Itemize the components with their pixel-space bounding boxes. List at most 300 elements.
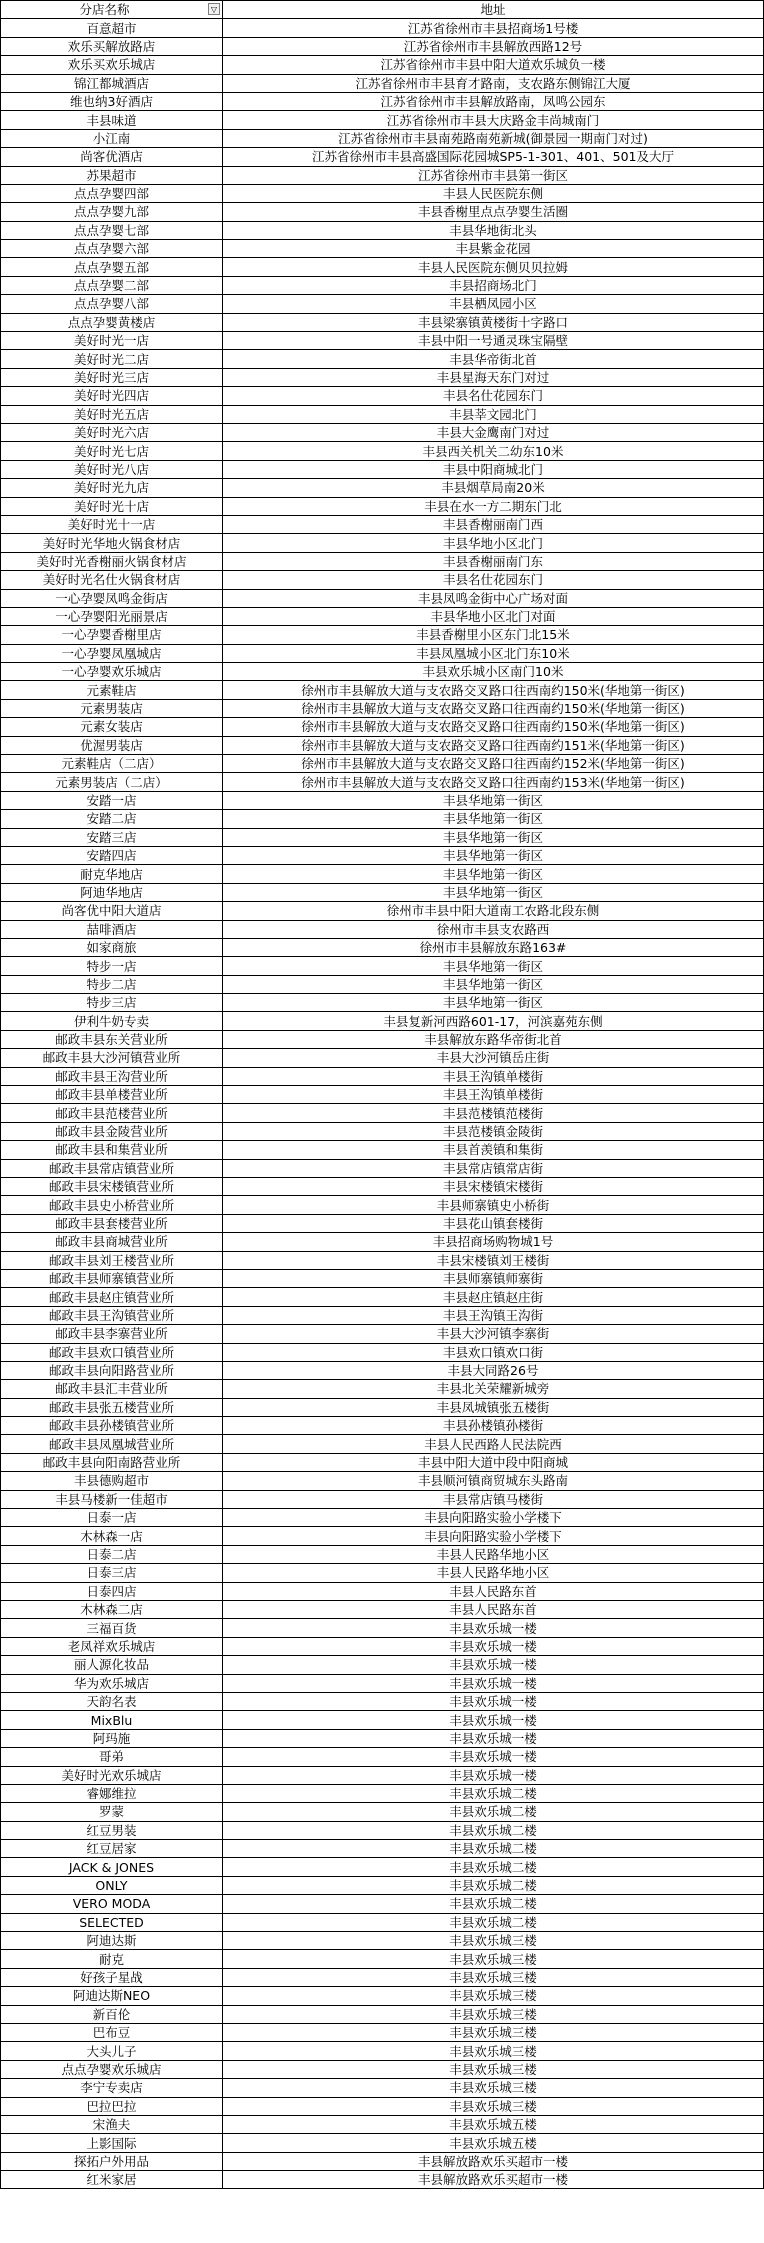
table-row bbox=[1, 460, 764, 478]
table-row bbox=[1, 1196, 764, 1214]
store-name-cell[interactable]: 阿迪达斯 bbox=[1, 1932, 223, 1950]
store-name-cell[interactable]: 罗蒙 bbox=[1, 1803, 223, 1821]
address-cell[interactable]: 丰县常店镇马楼街 bbox=[223, 1490, 764, 1508]
store-name-cell[interactable]: 阿玛施 bbox=[1, 1729, 223, 1747]
store-name-cell[interactable]: 元素鞋店（二店） bbox=[1, 755, 223, 773]
address-cell[interactable]: 江苏省徐州市丰县解放西路12号 bbox=[223, 37, 764, 55]
table-row bbox=[1, 2023, 764, 2041]
table-row bbox=[1, 1545, 764, 1563]
store-name-cell[interactable]: 睿娜维拉 bbox=[1, 1784, 223, 1802]
table-body bbox=[1, 19, 764, 2189]
store-name-cell[interactable]: 百意超市 bbox=[1, 19, 223, 37]
store-name-cell[interactable]: 伊利牛奶专卖 bbox=[1, 1012, 223, 1030]
table-row bbox=[1, 1178, 764, 1196]
store-name-cell[interactable]: 特步二店 bbox=[1, 975, 223, 993]
store-name-cell[interactable]: 元素男装店（二店） bbox=[1, 773, 223, 791]
address-cell[interactable]: 丰县欢乐城二楼 bbox=[223, 1821, 764, 1839]
address-cell[interactable]: 丰县大沙河镇岳庄街 bbox=[223, 1049, 764, 1067]
address-cell[interactable]: 丰县欢乐城三楼 bbox=[223, 1968, 764, 1986]
address-cell[interactable]: 丰县华地第一街区 bbox=[223, 883, 764, 901]
table-row bbox=[1, 166, 764, 184]
store-name-cell[interactable]: 邮政丰县向阳路营业所 bbox=[1, 1361, 223, 1379]
address-cell[interactable]: 丰县招商场购物城1号 bbox=[223, 1233, 764, 1251]
address-cell[interactable]: 丰县华地小区北门对面 bbox=[223, 607, 764, 625]
store-name-cell[interactable]: 美好时光二店 bbox=[1, 350, 223, 368]
store-name-cell[interactable]: 美好时光香榭丽火锅食材店 bbox=[1, 552, 223, 570]
address-cell[interactable]: 丰县向阳路实验小学楼下 bbox=[223, 1509, 764, 1527]
address-cell[interactable]: 丰县王沟镇王沟街 bbox=[223, 1306, 764, 1324]
table-row bbox=[1, 1895, 764, 1913]
address-cell[interactable]: 丰县欢乐城五楼 bbox=[223, 2115, 764, 2133]
store-name-cell[interactable]: 巴拉巴拉 bbox=[1, 2097, 223, 2115]
address-cell[interactable]: 丰县复新河西路601-17，河滨嘉苑东侧 bbox=[223, 1012, 764, 1030]
address-cell[interactable]: 丰县华地小区北门 bbox=[223, 534, 764, 552]
store-name-cell[interactable]: 木林森一店 bbox=[1, 1527, 223, 1545]
store-name-cell[interactable]: 丰县马楼新一佳超市 bbox=[1, 1490, 223, 1508]
store-name-cell[interactable]: 一心孕婴凤鸣金街店 bbox=[1, 589, 223, 607]
address-cell[interactable]: 丰县欢乐城一楼 bbox=[223, 1711, 764, 1729]
store-name-cell[interactable]: 点点孕婴黄楼店 bbox=[1, 313, 223, 331]
store-name-cell[interactable]: 邮政丰县欢口镇营业所 bbox=[1, 1343, 223, 1361]
address-cell[interactable]: 江苏省徐州市丰县大庆路金丰尚城南门 bbox=[223, 111, 764, 129]
address-cell[interactable]: 丰县向阳路实验小学楼下 bbox=[223, 1527, 764, 1545]
store-name-cell[interactable]: 美好时光九店 bbox=[1, 479, 223, 497]
address-cell[interactable]: 丰县师寨镇师寨街 bbox=[223, 1269, 764, 1287]
address-cell[interactable]: 丰县华地第一街区 bbox=[223, 865, 764, 883]
store-name-cell[interactable]: 邮政丰县赵庄镇营业所 bbox=[1, 1288, 223, 1306]
store-name-cell[interactable]: 点点孕婴八部 bbox=[1, 295, 223, 313]
address-cell[interactable]: 徐州市丰县解放大道与支农路交叉路口往西南约150米(华地第一街区) bbox=[223, 681, 764, 699]
address-cell[interactable]: 丰县欢乐城二楼 bbox=[223, 1803, 764, 1821]
address-cell[interactable]: 徐州市丰县解放大道与支农路交叉路口往西南约150米(华地第一街区) bbox=[223, 718, 764, 736]
store-name-cell[interactable]: 邮政丰县师寨镇营业所 bbox=[1, 1269, 223, 1287]
address-cell[interactable]: 丰县欢乐城三楼 bbox=[223, 1932, 764, 1950]
address-cell[interactable]: 江苏省徐州市丰县南苑路南苑新城(御景园一期南门对过) bbox=[223, 129, 764, 147]
address-cell[interactable]: 丰县欢乐城二楼 bbox=[223, 1840, 764, 1858]
table-row bbox=[1, 92, 764, 110]
store-name-cell[interactable]: 安踏四店 bbox=[1, 846, 223, 864]
address-cell[interactable]: 丰县华地第一街区 bbox=[223, 828, 764, 846]
store-name-cell[interactable]: 丰县德购超市 bbox=[1, 1472, 223, 1490]
address-cell[interactable]: 丰县孙楼镇孙楼街 bbox=[223, 1417, 764, 1435]
store-name-cell[interactable]: 红豆居家 bbox=[1, 1840, 223, 1858]
store-name-cell[interactable]: 美好时光四店 bbox=[1, 387, 223, 405]
table-row bbox=[1, 1784, 764, 1802]
address-cell[interactable]: 丰县首羡镇和集街 bbox=[223, 1141, 764, 1159]
store-name-cell[interactable]: 华为欢乐城店 bbox=[1, 1674, 223, 1692]
store-name-cell[interactable]: 点点孕婴七部 bbox=[1, 221, 223, 239]
table-row bbox=[1, 2134, 764, 2152]
table-row bbox=[1, 1398, 764, 1416]
address-cell[interactable]: 丰县欢乐城三楼 bbox=[223, 1950, 764, 1968]
address-cell[interactable]: 丰县欢乐城一楼 bbox=[223, 1729, 764, 1747]
address-cell[interactable]: 丰县王沟镇单楼街 bbox=[223, 1086, 764, 1104]
table-row bbox=[1, 846, 764, 864]
store-name-cell[interactable]: 元素鞋店 bbox=[1, 681, 223, 699]
store-name-cell[interactable]: 邮政丰县套楼营业所 bbox=[1, 1214, 223, 1232]
store-name-cell[interactable]: 巴布豆 bbox=[1, 2023, 223, 2041]
store-name-cell[interactable]: 安踏三店 bbox=[1, 828, 223, 846]
address-cell[interactable]: 丰县欢乐城五楼 bbox=[223, 2134, 764, 2152]
store-name-cell[interactable]: 邮政丰县凤凰城营业所 bbox=[1, 1435, 223, 1453]
address-cell[interactable]: 丰县香榭丽南门东 bbox=[223, 552, 764, 570]
store-name-cell[interactable]: 阿迪华地店 bbox=[1, 883, 223, 901]
address-cell[interactable]: 江苏省徐州市丰县高盛国际花园城SP5-1-301、401、501及大厅 bbox=[223, 148, 764, 166]
address-cell[interactable]: 丰县华地第一街区 bbox=[223, 791, 764, 809]
address-cell[interactable]: 丰县紫金花园 bbox=[223, 240, 764, 258]
store-name-cell[interactable]: 邮政丰县东关营业所 bbox=[1, 1030, 223, 1048]
store-name-cell[interactable]: 维也纳3好酒店 bbox=[1, 92, 223, 110]
address-cell[interactable]: 丰县欢乐城三楼 bbox=[223, 2042, 764, 2060]
store-name-cell[interactable]: 日泰二店 bbox=[1, 1545, 223, 1563]
address-cell[interactable]: 丰县赵庄镇赵庄街 bbox=[223, 1288, 764, 1306]
table-row bbox=[1, 1987, 764, 2005]
store-name-cell[interactable]: JACK & JONES bbox=[1, 1858, 223, 1876]
address-cell[interactable]: 丰县香榭丽南门西 bbox=[223, 515, 764, 533]
address-cell[interactable]: 丰县香榭里点点孕婴生活圈 bbox=[223, 203, 764, 221]
address-cell[interactable]: 丰县凤鸣金街中心广场对面 bbox=[223, 589, 764, 607]
table-row bbox=[1, 1950, 764, 1968]
table-row bbox=[1, 736, 764, 754]
address-cell[interactable]: 丰县欢乐城一楼 bbox=[223, 1692, 764, 1710]
address-cell[interactable]: 丰县宋楼镇宋楼街 bbox=[223, 1178, 764, 1196]
column-header-store-name[interactable] bbox=[1, 1, 223, 19]
address-cell[interactable]: 江苏省徐州市丰县中阳大道欢乐城负一楼 bbox=[223, 56, 764, 74]
table-row bbox=[1, 56, 764, 74]
store-name-cell[interactable]: 点点孕婴四部 bbox=[1, 184, 223, 202]
store-name-cell[interactable]: 探拓户外用品 bbox=[1, 2152, 223, 2170]
table-row bbox=[1, 258, 764, 276]
store-name-cell[interactable]: 美好时光六店 bbox=[1, 423, 223, 441]
store-name-cell[interactable]: 邮政丰县范楼营业所 bbox=[1, 1104, 223, 1122]
table-row bbox=[1, 479, 764, 497]
store-name-cell[interactable]: 尚客优中阳大道店 bbox=[1, 902, 223, 920]
address-cell[interactable]: 丰县王沟镇单楼街 bbox=[223, 1067, 764, 1085]
table-row bbox=[1, 1435, 764, 1453]
store-name-cell[interactable]: 天韵名表 bbox=[1, 1692, 223, 1710]
store-name-cell[interactable]: 阿迪达斯NEO bbox=[1, 1987, 223, 2005]
address-cell[interactable]: 丰县莘文园北门 bbox=[223, 405, 764, 423]
store-name-cell[interactable]: 美好时光七店 bbox=[1, 442, 223, 460]
table-row bbox=[1, 74, 764, 92]
address-cell[interactable]: 丰县欢口镇欢口街 bbox=[223, 1343, 764, 1361]
table-row bbox=[1, 1141, 764, 1159]
address-cell[interactable]: 丰县凤凰城小区北门东10米 bbox=[223, 644, 764, 662]
address-cell[interactable]: 徐州市丰县支农路西 bbox=[223, 920, 764, 938]
table-row bbox=[1, 2042, 764, 2060]
store-name-cell[interactable]: 邮政丰县王沟镇营业所 bbox=[1, 1306, 223, 1324]
address-cell[interactable]: 江苏省徐州市丰县第一街区 bbox=[223, 166, 764, 184]
store-name-cell[interactable]: 欢乐买欢乐城店 bbox=[1, 56, 223, 74]
store-name-cell[interactable]: 美好时光欢乐城店 bbox=[1, 1766, 223, 1784]
address-cell[interactable]: 徐州市丰县解放大道与支农路交叉路口往西南约152米(华地第一街区) bbox=[223, 755, 764, 773]
table-row bbox=[1, 497, 764, 515]
address-cell[interactable]: 丰县欢乐城一楼 bbox=[223, 1766, 764, 1784]
store-name-cell[interactable]: 邮政丰县常店镇营业所 bbox=[1, 1159, 223, 1177]
address-cell[interactable]: 丰县华地第一街区 bbox=[223, 994, 764, 1012]
address-cell[interactable]: 丰县中阳一号通灵珠宝隔壁 bbox=[223, 332, 764, 350]
store-name-cell[interactable]: 日泰四店 bbox=[1, 1582, 223, 1600]
table-row bbox=[1, 313, 764, 331]
table-row bbox=[1, 1711, 764, 1729]
address-cell[interactable]: 丰县欢乐城二楼 bbox=[223, 1858, 764, 1876]
store-name-cell[interactable]: 安踏二店 bbox=[1, 810, 223, 828]
column-header-address[interactable] bbox=[223, 1, 764, 19]
address-cell[interactable]: 丰县欢乐城二楼 bbox=[223, 1895, 764, 1913]
address-cell[interactable]: 丰县花山镇套楼街 bbox=[223, 1214, 764, 1232]
address-cell[interactable]: 丰县欢乐城二楼 bbox=[223, 1913, 764, 1931]
store-name-cell[interactable]: 邮政丰县刘王楼营业所 bbox=[1, 1251, 223, 1269]
address-cell[interactable]: 丰县师寨镇史小桥街 bbox=[223, 1196, 764, 1214]
store-name-cell[interactable]: 一心孕婴香榭里店 bbox=[1, 626, 223, 644]
store-name-cell[interactable]: 邮政丰县王沟营业所 bbox=[1, 1067, 223, 1085]
store-name-cell[interactable]: 美好时光一店 bbox=[1, 332, 223, 350]
address-cell[interactable]: 丰县大金鹰南门对过 bbox=[223, 423, 764, 441]
store-name-cell[interactable]: 木林森二店 bbox=[1, 1600, 223, 1618]
address-cell[interactable]: 丰县欢乐城一楼 bbox=[223, 1748, 764, 1766]
address-cell[interactable]: 江苏省徐州市丰县解放路南，凤鸣公园东 bbox=[223, 92, 764, 110]
store-name-cell[interactable]: 美好时光华地火锅食材店 bbox=[1, 534, 223, 552]
address-cell[interactable]: 丰县在水一方二期东门北 bbox=[223, 497, 764, 515]
store-name-cell[interactable]: 哥弟 bbox=[1, 1748, 223, 1766]
table-row bbox=[1, 1821, 764, 1839]
table-row bbox=[1, 902, 764, 920]
address-cell[interactable]: 丰县欢乐城三楼 bbox=[223, 1987, 764, 2005]
table-row bbox=[1, 1968, 764, 1986]
address-cell[interactable]: 江苏省徐州市丰县招商场1号楼 bbox=[223, 19, 764, 37]
store-name-cell[interactable]: 一心孕婴凤凰城店 bbox=[1, 644, 223, 662]
table-row bbox=[1, 332, 764, 350]
table-row bbox=[1, 19, 764, 37]
table-row bbox=[1, 1803, 764, 1821]
table-row bbox=[1, 442, 764, 460]
store-name-cell[interactable]: 老凤祥欢乐城店 bbox=[1, 1637, 223, 1655]
address-cell[interactable]: 丰县宋楼镇刘王楼街 bbox=[223, 1251, 764, 1269]
store-name-cell[interactable]: 一心孕婴欢乐城店 bbox=[1, 663, 223, 681]
store-name-cell[interactable]: 一心孕婴阳光丽景店 bbox=[1, 607, 223, 625]
table-row bbox=[1, 1674, 764, 1692]
store-name-cell[interactable]: VERO MODA bbox=[1, 1895, 223, 1913]
store-name-cell[interactable]: 喆啡酒店 bbox=[1, 920, 223, 938]
address-cell[interactable]: 丰县人民医院东侧 bbox=[223, 184, 764, 202]
store-name-cell[interactable]: 美好时光五店 bbox=[1, 405, 223, 423]
table-row bbox=[1, 681, 764, 699]
address-cell[interactable]: 丰县欢乐城三楼 bbox=[223, 2079, 764, 2097]
address-cell[interactable]: 丰县解放东路华帝街北首 bbox=[223, 1030, 764, 1048]
store-name-cell[interactable]: 锦江都城酒店 bbox=[1, 74, 223, 92]
address-cell[interactable]: 丰县华地第一街区 bbox=[223, 957, 764, 975]
store-name-cell[interactable]: 邮政丰县金陵营业所 bbox=[1, 1122, 223, 1140]
table-row bbox=[1, 203, 764, 221]
address-cell[interactable]: 丰县人民西路人民法院西 bbox=[223, 1435, 764, 1453]
address-cell[interactable]: 丰县星海天东门对过 bbox=[223, 368, 764, 386]
store-name-cell[interactable]: 点点孕婴二部 bbox=[1, 276, 223, 294]
address-cell[interactable]: 丰县西关机关二幼东10米 bbox=[223, 442, 764, 460]
address-cell[interactable]: 丰县欢乐城一楼 bbox=[223, 1619, 764, 1637]
address-cell[interactable]: 丰县欢乐城小区南门10米 bbox=[223, 663, 764, 681]
address-cell[interactable]: 丰县名仕花园东门 bbox=[223, 571, 764, 589]
store-name-cell[interactable]: 元素女装店 bbox=[1, 718, 223, 736]
store-name-cell[interactable]: 丰县味道 bbox=[1, 111, 223, 129]
store-name-cell[interactable]: 尚客优酒店 bbox=[1, 148, 223, 166]
table-row bbox=[1, 1343, 764, 1361]
store-name-cell[interactable]: SELECTED bbox=[1, 1913, 223, 1931]
address-cell[interactable]: 丰县欢乐城二楼 bbox=[223, 1876, 764, 1894]
store-name-cell[interactable]: MixBlu bbox=[1, 1711, 223, 1729]
store-name-cell[interactable]: 小江南 bbox=[1, 129, 223, 147]
store-name-cell[interactable]: 红米家居 bbox=[1, 2171, 223, 2189]
store-name-cell[interactable]: 点点孕婴欢乐城店 bbox=[1, 2060, 223, 2078]
store-name-cell[interactable]: 美好时光十一店 bbox=[1, 515, 223, 533]
address-cell[interactable]: 丰县香榭里小区东门北15米 bbox=[223, 626, 764, 644]
address-cell[interactable]: 丰县解放路欢乐买超市一楼 bbox=[223, 2171, 764, 2189]
address-cell[interactable]: 丰县中阳大道中段中阳商城 bbox=[223, 1453, 764, 1471]
store-name-cell[interactable]: 苏果超市 bbox=[1, 166, 223, 184]
store-name-cell[interactable]: 日泰一店 bbox=[1, 1509, 223, 1527]
address-cell[interactable]: 丰县欢乐城一楼 bbox=[223, 1674, 764, 1692]
address-cell[interactable]: 丰县范楼镇范楼街 bbox=[223, 1104, 764, 1122]
store-name-cell[interactable]: 元素男装店 bbox=[1, 699, 223, 717]
address-cell[interactable]: 徐州市丰县解放大道与支农路交叉路口往西南约153米(华地第一街区) bbox=[223, 773, 764, 791]
store-name-cell[interactable]: 点点孕婴五部 bbox=[1, 258, 223, 276]
address-cell[interactable]: 丰县欢乐城一楼 bbox=[223, 1656, 764, 1674]
address-cell[interactable]: 丰县北关荣耀新城旁 bbox=[223, 1380, 764, 1398]
store-name-cell[interactable]: 新百伦 bbox=[1, 2005, 223, 2023]
address-cell[interactable]: 丰县欢乐城三楼 bbox=[223, 2097, 764, 2115]
store-name-cell[interactable]: 大头儿子 bbox=[1, 2042, 223, 2060]
address-cell[interactable]: 丰县大沙河镇李寨街 bbox=[223, 1325, 764, 1343]
store-name-cell[interactable]: 安踏一店 bbox=[1, 791, 223, 809]
store-name-cell[interactable]: 美好时光名仕火锅食材店 bbox=[1, 571, 223, 589]
store-name-cell[interactable]: 欢乐买解放路店 bbox=[1, 37, 223, 55]
table-row bbox=[1, 1159, 764, 1177]
store-name-cell[interactable]: 邮政丰县单楼营业所 bbox=[1, 1086, 223, 1104]
address-cell[interactable]: 徐州市丰县解放大道与支农路交叉路口往西南约151米(华地第一街区) bbox=[223, 736, 764, 754]
address-cell[interactable]: 丰县华地第一街区 bbox=[223, 975, 764, 993]
address-cell[interactable]: 丰县华地第一街区 bbox=[223, 846, 764, 864]
table-row bbox=[1, 240, 764, 258]
store-name-cell[interactable]: 李宁专卖店 bbox=[1, 2079, 223, 2097]
address-cell[interactable]: 丰县常店镇常店街 bbox=[223, 1159, 764, 1177]
address-cell[interactable]: 丰县人民路东首 bbox=[223, 1600, 764, 1618]
store-name-cell[interactable]: 宋渔夫 bbox=[1, 2115, 223, 2133]
address-cell[interactable]: 丰县名仕花园东门 bbox=[223, 387, 764, 405]
column-header-store-name-label: 分店名称 bbox=[79, 2, 130, 18]
address-cell[interactable]: 丰县人民路华地小区 bbox=[223, 1564, 764, 1582]
store-name-cell[interactable]: 上影国际 bbox=[1, 2134, 223, 2152]
address-cell[interactable]: 丰县范楼镇金陵街 bbox=[223, 1122, 764, 1140]
table-row bbox=[1, 1251, 764, 1269]
table-row bbox=[1, 699, 764, 717]
table-row bbox=[1, 1876, 764, 1894]
table-row bbox=[1, 571, 764, 589]
table-row bbox=[1, 1656, 764, 1674]
address-cell[interactable]: 丰县梁寨镇黄楼街十字路口 bbox=[223, 313, 764, 331]
store-name-cell[interactable]: 邮政丰县向阳南路营业所 bbox=[1, 1453, 223, 1471]
store-name-cell[interactable]: 美好时光十店 bbox=[1, 497, 223, 515]
address-cell[interactable]: 丰县欢乐城三楼 bbox=[223, 2005, 764, 2023]
address-cell[interactable]: 丰县欢乐城三楼 bbox=[223, 2023, 764, 2041]
table-row bbox=[1, 1600, 764, 1618]
address-cell[interactable]: 徐州市丰县解放大道与支农路交叉路口往西南约150米(华地第一街区) bbox=[223, 699, 764, 717]
address-cell[interactable]: 丰县招商场北门 bbox=[223, 276, 764, 294]
address-cell[interactable]: 丰县华地街北头 bbox=[223, 221, 764, 239]
address-cell[interactable]: 丰县栖凤园小区 bbox=[223, 295, 764, 313]
address-cell[interactable]: 丰县人民路华地小区 bbox=[223, 1545, 764, 1563]
address-cell[interactable]: 江苏省徐州市丰县育才路南，支农路东侧锦江大厦 bbox=[223, 74, 764, 92]
address-cell[interactable]: 丰县烟草局南20米 bbox=[223, 479, 764, 497]
store-name-cell[interactable]: 邮政丰县大沙河镇营业所 bbox=[1, 1049, 223, 1067]
store-name-cell[interactable]: 特步一店 bbox=[1, 957, 223, 975]
store-name-cell[interactable]: 好孩子星战 bbox=[1, 1968, 223, 1986]
table-row bbox=[1, 405, 764, 423]
address-cell[interactable]: 丰县华地第一街区 bbox=[223, 810, 764, 828]
store-name-cell[interactable]: 点点孕婴九部 bbox=[1, 203, 223, 221]
store-name-cell[interactable]: 丽人源化妆品 bbox=[1, 1656, 223, 1674]
store-name-cell[interactable]: 邮政丰县和集营业所 bbox=[1, 1141, 223, 1159]
address-cell[interactable]: 丰县凤城镇张五楼街 bbox=[223, 1398, 764, 1416]
store-name-cell[interactable]: 美好时光八店 bbox=[1, 460, 223, 478]
table-row bbox=[1, 994, 764, 1012]
store-name-cell[interactable]: ONLY bbox=[1, 1876, 223, 1894]
address-cell[interactable]: 丰县人民路东首 bbox=[223, 1582, 764, 1600]
address-cell[interactable]: 徐州市丰县解放东路163# bbox=[223, 938, 764, 956]
store-name-cell[interactable]: 邮政丰县商城营业所 bbox=[1, 1233, 223, 1251]
store-name-cell[interactable]: 耐克华地店 bbox=[1, 865, 223, 883]
address-cell[interactable]: 丰县解放路欢乐买超市一楼 bbox=[223, 2152, 764, 2170]
table-row bbox=[1, 644, 764, 662]
address-cell[interactable]: 丰县欢乐城二楼 bbox=[223, 1784, 764, 1802]
store-name-cell[interactable]: 点点孕婴六部 bbox=[1, 240, 223, 258]
store-name-cell[interactable]: 邮政丰县孙楼镇营业所 bbox=[1, 1417, 223, 1435]
address-cell[interactable]: 丰县大同路26号 bbox=[223, 1361, 764, 1379]
table-row bbox=[1, 1472, 764, 1490]
address-cell[interactable]: 丰县中阳商城北门 bbox=[223, 460, 764, 478]
table-row bbox=[1, 1012, 764, 1030]
table-row bbox=[1, 387, 764, 405]
address-cell[interactable]: 丰县华帝街北首 bbox=[223, 350, 764, 368]
store-name-cell[interactable]: 如家商旅 bbox=[1, 938, 223, 956]
store-name-cell[interactable]: 日泰三店 bbox=[1, 1564, 223, 1582]
table-row bbox=[1, 589, 764, 607]
table-row bbox=[1, 1086, 764, 1104]
table-row bbox=[1, 1729, 764, 1747]
store-name-cell[interactable]: 特步三店 bbox=[1, 994, 223, 1012]
table-row bbox=[1, 1509, 764, 1527]
address-cell[interactable]: 丰县欢乐城一楼 bbox=[223, 1637, 764, 1655]
store-name-cell[interactable]: 邮政丰县汇丰营业所 bbox=[1, 1380, 223, 1398]
table-row bbox=[1, 1913, 764, 1931]
address-cell[interactable]: 徐州市丰县中阳大道南工农路北段东侧 bbox=[223, 902, 764, 920]
store-name-cell[interactable]: 邮政丰县张五楼营业所 bbox=[1, 1398, 223, 1416]
filter-dropdown-icon[interactable]: ▽ bbox=[208, 3, 220, 15]
table-row bbox=[1, 1453, 764, 1471]
store-name-cell[interactable]: 邮政丰县宋楼镇营业所 bbox=[1, 1178, 223, 1196]
address-cell[interactable]: 丰县顺河镇商贸城东头路南 bbox=[223, 1472, 764, 1490]
store-name-cell[interactable]: 邮政丰县李寨营业所 bbox=[1, 1325, 223, 1343]
store-name-cell[interactable]: 优渥男装店 bbox=[1, 736, 223, 754]
store-name-cell[interactable]: 三福百货 bbox=[1, 1619, 223, 1637]
store-name-cell[interactable]: 耐克 bbox=[1, 1950, 223, 1968]
store-name-cell[interactable]: 红豆男装 bbox=[1, 1821, 223, 1839]
table-row bbox=[1, 1122, 764, 1140]
store-name-cell[interactable]: 邮政丰县史小桥营业所 bbox=[1, 1196, 223, 1214]
address-cell[interactable]: 丰县欢乐城三楼 bbox=[223, 2060, 764, 2078]
table-row bbox=[1, 111, 764, 129]
table-row bbox=[1, 1637, 764, 1655]
address-cell[interactable]: 丰县人民医院东侧贝贝拉姆 bbox=[223, 258, 764, 276]
store-name-cell[interactable]: 美好时光三店 bbox=[1, 368, 223, 386]
